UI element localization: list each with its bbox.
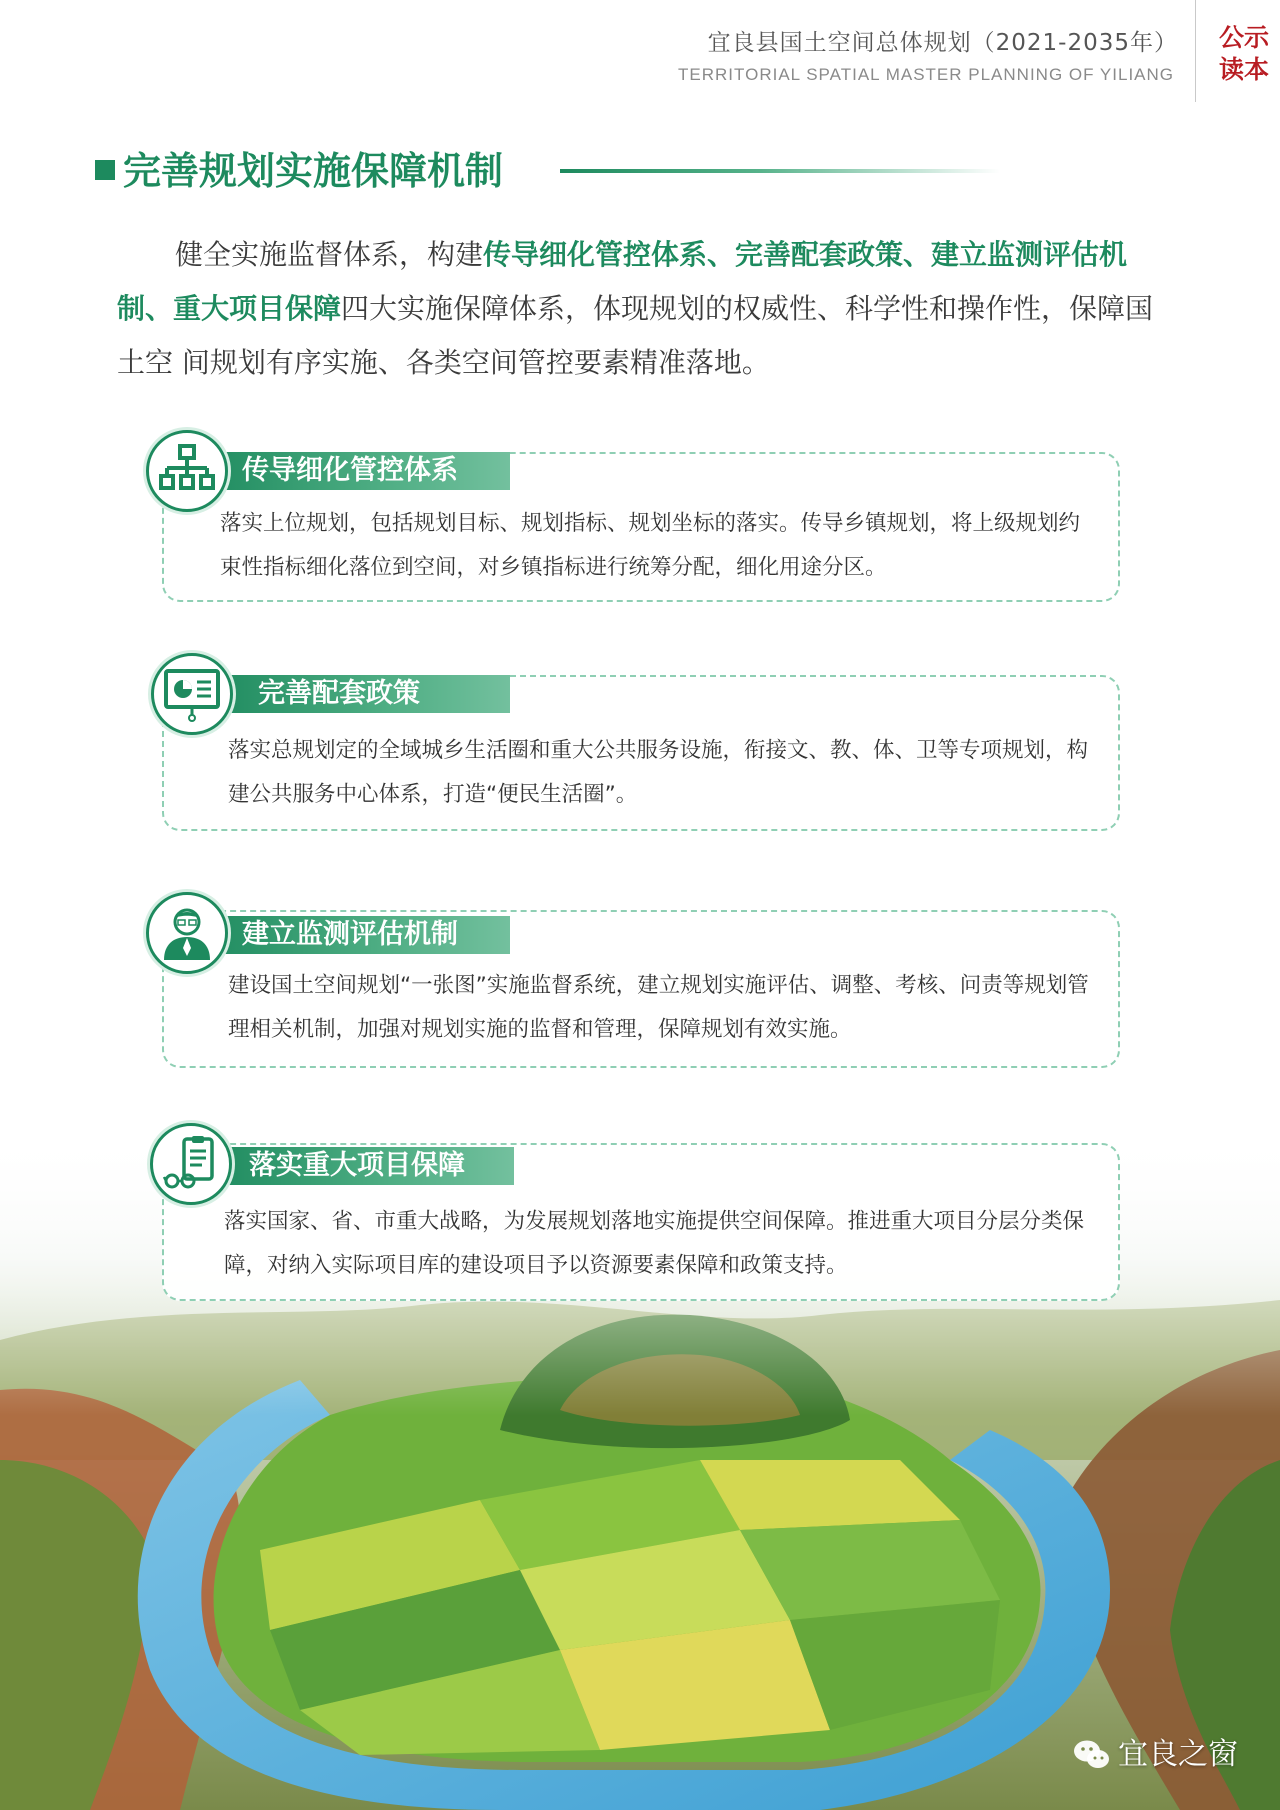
org-chart-icon [146,430,228,512]
card-title: 落实重大项目保障 [249,1150,465,1181]
inspector-person-icon [146,892,228,974]
badge-line-2: 读本 [1218,55,1269,84]
wechat-icon [1072,1735,1112,1775]
card-body-text: 落实国家、省、市重大战略，为发展规划落地实施提供空间保障。推进重大项目分层分类保障，对纳入实际项目库的建设项目予以资源要素保障和政策支持。 [224,1209,1085,1278]
header-title: 宜良县国土空间总体规划（2021-2035年） [707,30,1178,56]
clipboard-glasses-icon [150,1123,232,1205]
title-square-marker [95,160,115,180]
badge-line-1: 公示 [1218,23,1269,52]
card-label-bar [196,452,510,490]
card-label-bar [206,1147,514,1185]
card-body-text: 落实上位规划，包括规划目标、规划指标、规划坐标的落实。传导乡镇规划，将上级规划约束性指标细化落位到空间，对乡镇指标进行统筹分配，细化用途分区。 [220,511,1081,580]
intro-text-part1: 健全实施监督体系，构建 [175,238,484,271]
section-title: 完善规划实施保障机制 [123,148,504,193]
card-title: 传导细化管控体系 [242,455,458,486]
intro-text-part2: 四大实施保障体系，体现规划的权威性、科学性和操作性，保障国土空 间规划有序实施、各类空间管控要素精准落地。 [117,292,1154,379]
title-underline [560,169,1000,173]
card-label-bar [196,916,510,954]
publication-badge [1214,22,1274,86]
card-title: 建立监测评估机制 [242,919,458,950]
section-heading [95,148,895,198]
presentation-board-icon [151,653,233,735]
header-divider [1195,0,1196,102]
card-body-text: 落实总规划定的全域城乡生活圈和重大公共服务设施，衔接文、教、体、卫等专项规划，构建公共服务中心体系，打造“便民生活圈”。 [228,738,1089,807]
watermark-text: 宜良之窗 [1118,1737,1238,1772]
card-label-bar [206,675,510,713]
intro-highlight: 传导细化管控体系、完善配套政策、建立监测评估机制、重大项目保障 [117,238,1128,325]
card-title: 完善配套政策 [258,678,420,709]
card-body-text: 建设国土空间规划“一张图”实施监督系统，建立规划实施评估、调整、考核、问责等规划管理相关机制，加强对规划实施的监督和管理，保障规划有效实施。 [228,973,1089,1042]
header-subtitle: TERRITORIAL SPATIAL MASTER PLANNING OF YILIANG [678,65,1174,84]
intro-paragraph [117,228,1169,390]
